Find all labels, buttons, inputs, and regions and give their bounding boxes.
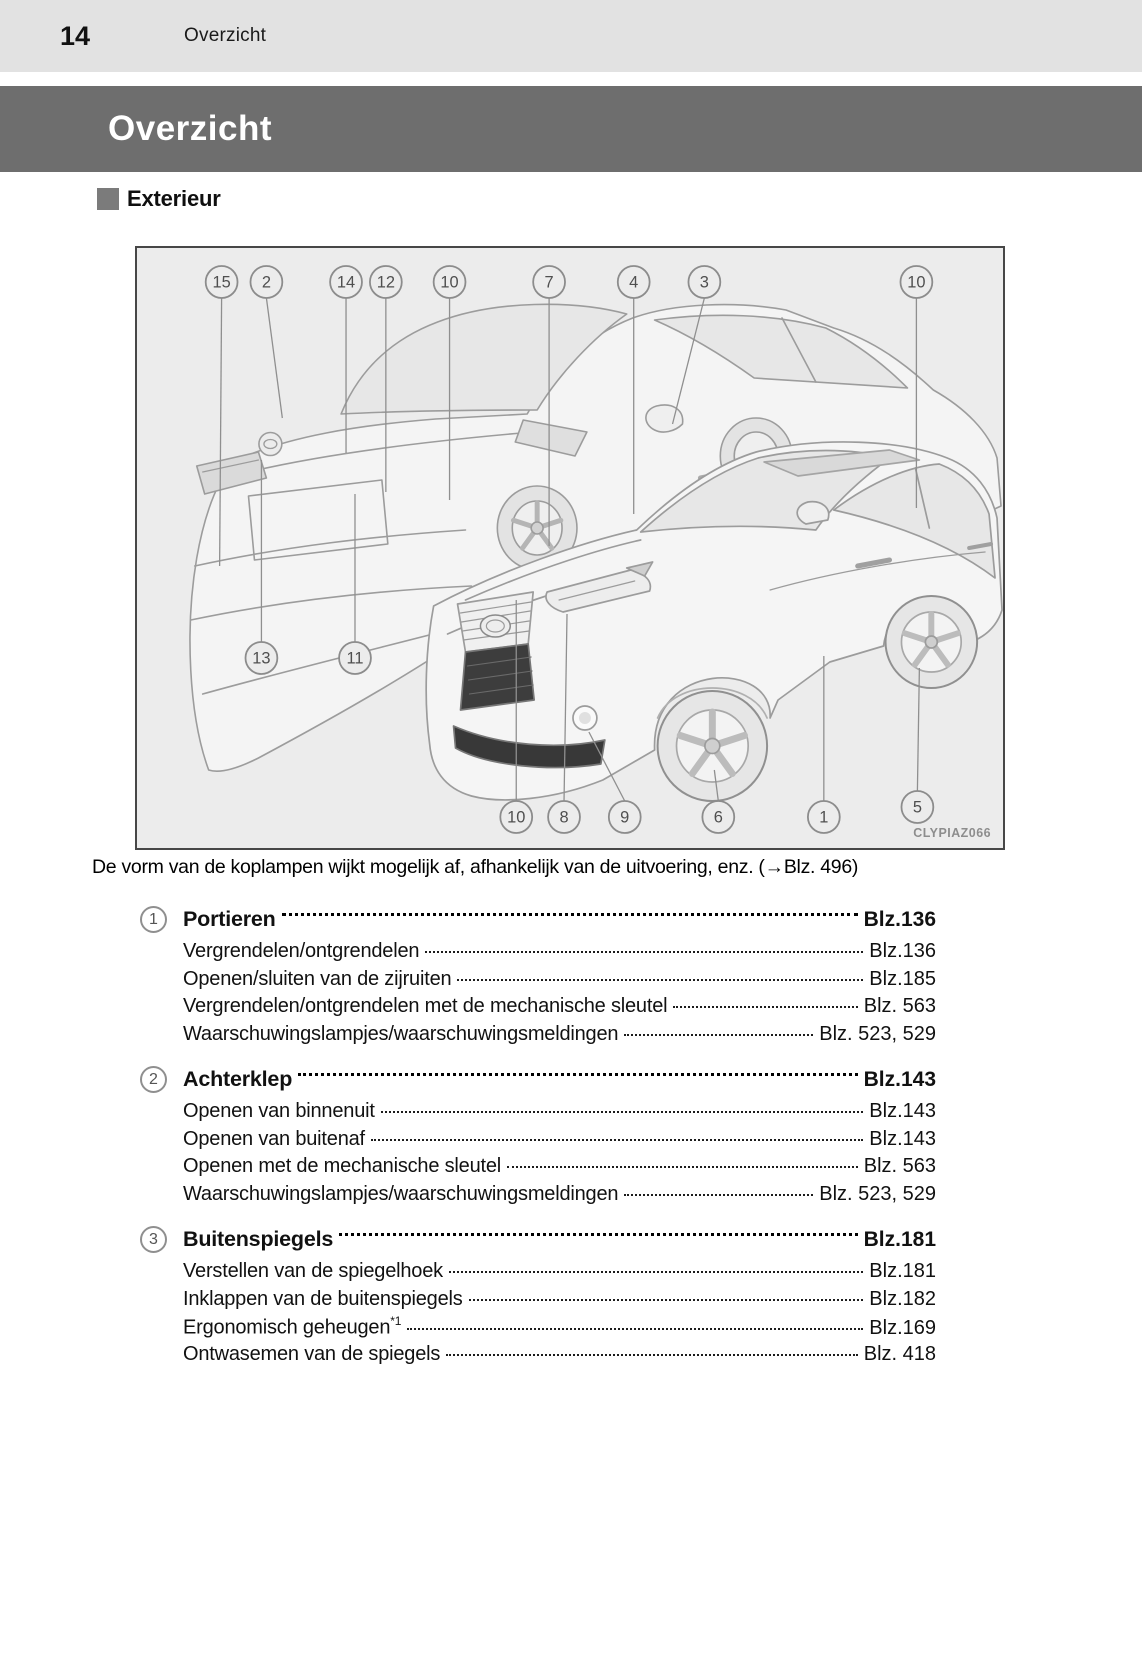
toc-section-title: Buitenspiegels <box>183 1227 334 1251</box>
toc-item-page: Blz. 523, 529 <box>819 1182 936 1205</box>
dot-leader <box>457 979 863 981</box>
toc-section-page: Blz.181 <box>863 1227 936 1251</box>
toc-section-portieren[interactable] <box>140 906 936 933</box>
chapter-banner <box>0 86 1142 172</box>
callout-7 <box>533 266 565 298</box>
toc-subitems <box>140 1260 936 1370</box>
svg-text:6: 6 <box>713 808 723 827</box>
dot-leader <box>624 1194 813 1196</box>
callout-3 <box>688 266 720 298</box>
toc-item[interactable] <box>140 995 936 1023</box>
dot-leader <box>446 1354 858 1356</box>
callout-15 <box>206 266 238 298</box>
toc-section-page: Blz.136 <box>863 907 936 931</box>
toc-section-achterklep[interactable] <box>140 1066 936 1093</box>
running-header <box>0 0 1142 72</box>
toc-item-label <box>183 1315 401 1340</box>
svg-text:10: 10 <box>907 273 926 292</box>
toc-item-label: Waarschuwingslampjes/waarschuwingsmeldingen <box>183 1182 619 1205</box>
dot-leader <box>425 951 863 953</box>
toc-item-label: Ontwasemen van de spiegels <box>183 1342 441 1365</box>
callout-13 <box>245 642 277 674</box>
subsection-heading <box>97 186 221 212</box>
toc-item[interactable] <box>140 1183 936 1211</box>
footnote-marker: *1 <box>390 1314 402 1328</box>
circled-number-3: 3 <box>140 1226 167 1253</box>
toc-item-page: Blz.136 <box>869 940 936 962</box>
dot-leader <box>298 1073 858 1076</box>
circled-number-1: 1 <box>140 906 167 933</box>
toc-item[interactable] <box>140 1023 936 1051</box>
callout-1 <box>808 801 840 833</box>
toc-item-label: Waarschuwingslampjes/waarschuwingsmeldingen <box>183 1022 619 1045</box>
callout-10-bottom <box>500 801 532 833</box>
callout-2 <box>250 266 282 298</box>
callout-14 <box>330 266 362 298</box>
svg-text:10: 10 <box>440 273 459 292</box>
callout-5 <box>901 791 933 823</box>
toc-item-page: Blz. 563 <box>863 995 936 1017</box>
toc-item-label-text: Ergonomisch geheugen <box>183 1316 391 1339</box>
toc-item-page: Blz.185 <box>869 967 936 990</box>
svg-text:14: 14 <box>336 273 356 292</box>
chapter-banner-title: Overzicht <box>108 109 272 148</box>
toc-item[interactable] <box>140 1155 936 1183</box>
dot-leader <box>381 1111 864 1113</box>
table-of-contents <box>140 906 936 1370</box>
toc-item-label: Openen met de mechanische sleutel <box>183 1155 502 1177</box>
diagram-image-code: CLYPIAZ066 <box>913 825 992 841</box>
svg-text:10: 10 <box>507 808 526 827</box>
toc-section-title: Achterklep <box>183 1067 293 1091</box>
toc-item-page: Blz. 523, 529 <box>819 1022 936 1045</box>
toc-item-label: Openen/sluiten van de zijruiten <box>183 967 452 990</box>
toc-subitems <box>140 940 936 1050</box>
svg-text:5: 5 <box>912 798 922 817</box>
svg-text:2: 2 <box>261 273 271 292</box>
toc-item-label: Openen van buitenaf <box>183 1127 365 1150</box>
toc-item[interactable] <box>140 1260 936 1288</box>
running-header-title: Overzicht <box>184 25 267 46</box>
toc-item-label: Vergrendelen/ontgrendelen <box>183 940 420 962</box>
toc-item[interactable] <box>140 1128 936 1156</box>
dot-leader <box>339 1233 857 1236</box>
callout-11 <box>339 642 371 674</box>
callout-10-top <box>434 266 466 298</box>
callout-9 <box>609 801 641 833</box>
toc-item[interactable] <box>140 1100 936 1128</box>
figure-caption: De vorm van de koplampen wijkt mogelijk af, afhankelijk van de uitvoering, enz. (→Blz. 496) <box>92 856 859 878</box>
dot-leader <box>673 1006 857 1008</box>
callout-4 <box>618 266 650 298</box>
toc-item-page: Blz.143 <box>869 1100 936 1122</box>
dot-leader <box>507 1166 858 1168</box>
toc-item[interactable] <box>140 1315 936 1343</box>
toc-item-label: Openen van binnenuit <box>183 1100 375 1122</box>
dot-leader <box>624 1034 813 1036</box>
svg-text:4: 4 <box>629 273 639 292</box>
toc-item-page: Blz. 563 <box>863 1155 936 1177</box>
dot-leader <box>282 913 858 916</box>
toc-item-page: Blz.182 <box>869 1287 936 1310</box>
toc-item-label: Vergrendelen/ontgrendelen met de mechanische sleutel <box>183 995 668 1017</box>
svg-text:15: 15 <box>212 273 231 292</box>
svg-text:3: 3 <box>699 273 709 292</box>
callout-6 <box>702 801 734 833</box>
dot-leader <box>469 1299 864 1301</box>
dot-leader <box>449 1271 863 1273</box>
toc-item-page: Blz.181 <box>869 1260 936 1282</box>
callout-10-right <box>900 266 932 298</box>
dot-leader <box>371 1139 863 1141</box>
toc-item[interactable] <box>140 968 936 996</box>
dot-leader <box>407 1328 863 1330</box>
toc-section-title: Portieren <box>183 907 276 931</box>
svg-text:7: 7 <box>544 273 554 292</box>
toc-section-buitenspiegels[interactable] <box>140 1226 936 1253</box>
subsection-title: Exterieur <box>127 186 221 211</box>
callout-8 <box>548 801 580 833</box>
page-number: 14 <box>60 20 91 51</box>
toc-item-page: Blz. 418 <box>863 1342 936 1365</box>
toc-section-page: Blz.143 <box>863 1067 936 1091</box>
exterior-diagram-svg <box>137 248 1003 848</box>
toc-item-page: Blz.169 <box>869 1316 936 1339</box>
square-bullet-icon <box>97 188 119 210</box>
toc-item[interactable] <box>140 1288 936 1316</box>
toc-item[interactable] <box>140 1343 936 1371</box>
toc-item-page: Blz.143 <box>869 1127 936 1150</box>
toc-item-label: Inklappen van de buitenspiegels <box>183 1287 463 1310</box>
toc-item-label: Verstellen van de spiegelhoek <box>183 1260 443 1282</box>
toc-subitems <box>140 1100 936 1210</box>
svg-text:13: 13 <box>252 649 271 668</box>
svg-text:8: 8 <box>559 808 569 827</box>
svg-text:12: 12 <box>376 273 395 292</box>
toc-item[interactable] <box>140 940 936 968</box>
exterior-diagram <box>135 246 1005 850</box>
svg-text:1: 1 <box>819 808 829 827</box>
svg-text:11: 11 <box>346 649 364 668</box>
svg-text:9: 9 <box>620 808 630 827</box>
callout-12 <box>370 266 402 298</box>
circled-number-2: 2 <box>140 1066 167 1093</box>
